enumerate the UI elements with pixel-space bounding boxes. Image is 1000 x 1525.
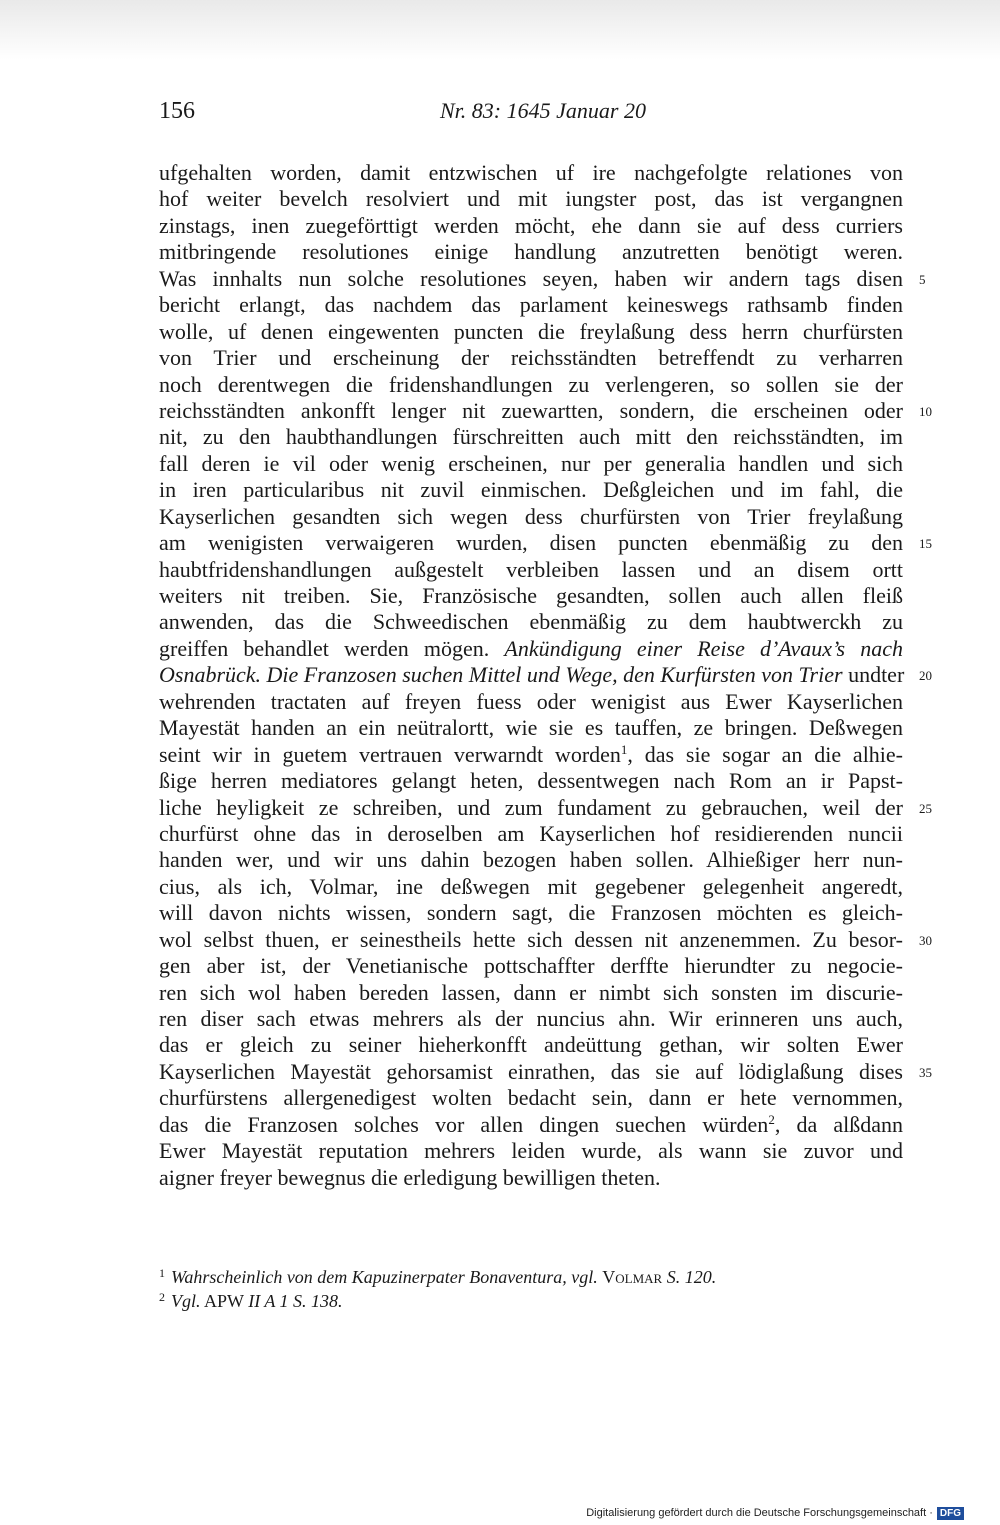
text-line: ufgehalten worden, damit entzwischen uf ire nachgefolgte relationes von [159,160,903,185]
text-line: zinstags, inen zuegeförttigt werden möcht, ehe dann sie auf dess curriers [159,212,903,238]
text-line: gen aber ist, der Venetianische pottschaffter derffte hierundter zu negocie- [159,953,903,979]
text-line: churfürstens allergenedigest wolten bedacht sein, dann er hete vernommen, [159,1085,903,1111]
text-line: haubtfridenshandlungen außgestelt verbleiben lassen und an disem ortt [159,556,903,582]
text-line: bericht erlangt, das nachdem das parlament keineswegs rathsamb finden [159,292,903,318]
text-line: Was innhalts nun solche resolutiones seyen, haben wir andern tags disen 5 [159,266,903,292]
text-line: mitbringende resolutiones einige handlung anzutretten benötigt weren. [159,239,903,265]
text-line: handen wer, und wir uns dahin bezogen haben sollen. Alhießiger herr nun- [159,847,903,873]
text-line: liche heyligkeit ze schreiben, und zum fundament zu gebrauchen, weil der 25 [159,795,903,821]
line-number: 30 [919,932,932,948]
footnote-1: $^1$ Wahrscheinlich von dem Kapuzinerpater Bonaventura, vgl. Volmar S. 120. [159,1266,717,1287]
text-line: in iren particularibus nit zuvil einmischen. Deßgleichen und im fahl, die [159,477,903,503]
text-line: ren diser sach etwas mehrers als der nuncius ahn. Wir erinneren uns auch, [159,1006,903,1031]
text-line: ren sich wol haben bereden lassen, dann er nimbt sich sonsten im discurie- [159,979,903,1005]
line-number: 15 [919,536,932,552]
footnotes [159,1265,903,1313]
line-number: 20 [919,668,932,684]
text-line: Mayestät handen an ein neütralortt, wie sie es tauffen, ze bringen. Deßwegen [159,715,903,741]
text-line: weiters nit treiben. Sie, Französische gesandten, sollen auch allen fleiß [159,583,903,608]
dfg-logo-icon: DFG [937,1507,964,1520]
text-line: fall deren ie vil oder wenig erscheinen, nur per generalia handlen und sich [159,450,903,476]
text-line: das die Franzosen solches vor allen dingen suechen würden$^2$, da alßdann [159,1111,903,1137]
text-line: hof weiter bevelch resolviert und mit iungster post, das ist vergangnen [159,186,903,212]
text-line: noch derentwegen die fridenshandlungen zu verlengeren, so sollen sie der [159,371,903,397]
text-line: will davon nichts wissen, sondern sagt, die Franzosen möchten es gleich- [159,900,903,926]
text-line: wehrenden tractaten auf freyen fuess oder wenigist aus Ewer Kayserlichen [159,688,903,714]
line-number: 35 [919,1064,932,1080]
text-line: Ewer Mayestät reputation mehrers leiden wurde, als wann sie zuvor und [159,1138,903,1164]
text-line: greiffen behandlet werden mögen. Ankündigung einer Reise d’Avaux’s nach [159,635,903,661]
text-line: von Trier und erscheinung der reichsständten betreffendt zu verharren [159,345,903,371]
text-line: reichsständten ankonfft lenger nit zuewartten, sondern, die erscheinen oder 10 [159,398,903,424]
footnote-ref: 1 [620,741,628,757]
page-number: 156 [159,98,195,124]
scan-top-band [0,0,1000,60]
running-head: Nr. 83: 1645 Januar 20 [440,98,646,123]
editorial-summary: Osnabrück. Die Franzosen suchen Mittel und Wege, den Kurfürsten von Trier [159,662,843,688]
digitization-credit: Digitalisierung gefördert durch die Deutsche Forschungsgemeinschaft · DFG [586,1507,964,1520]
text-line: wolle, uf denen eingewenten puncten die freylaßung dess herrn churfürsten [159,318,903,344]
text-line: anwenden, das die Schweedischen ebenmäßig zu dem haubtwerckh zu [159,609,903,635]
text-line: ßige herren mediatores gelangt heten, dessentwegen nach Rom an ir Papst- [159,768,903,794]
footnote-mark: 1 [159,1266,165,1280]
footnote-mark: 2 [159,1290,165,1304]
editorial-summary: Ankündigung einer Reise d’Avaux’s nach [504,635,903,661]
text-line: wol selbst thuen, er seinestheils hette sich dessen nit anzenemmen. Zu besor- 30 [159,927,903,953]
text-line: nit, zu den haubthandlungen fürschreitten auch mitt den reichsständten, im [159,424,903,450]
text-line: aigner freyer bewegnus die erledigung bewilligen theten. [159,1164,661,1190]
text-line: Osnabrück. Die Franzosen suchen Mittel und Wege, den Kurfürsten von Trier undter 20 [159,662,903,688]
text-line: cius, als ich, Volmar, ine deßwegen mit gegebener gelegenheit angeredt, [159,873,903,899]
footnote-ref: 2 [768,1111,775,1127]
text-line: Kayserlichen gesandten sich wegen dess churfürsten von Trier freylaßung [159,503,903,529]
main-text [159,160,932,1191]
text-line: das er gleich zu seiner hieherkonfft andeüttung gethan, wir solten Ewer [159,1032,903,1058]
line-number: 5 [919,271,926,287]
line-number: 10 [919,403,932,419]
line-number: 25 [919,800,932,816]
text-line: churfürst ohne das in deroselben am Kayserlichen hof residierenden nuncii [159,820,903,846]
text-line: seint wir in guetem vertrauen verwarndt worden$^1$, das sie sogar an die alhie- [159,741,904,767]
text-line: am wenigisten verwaigeren wurden, disen puncten ebenmäßig zu den 15 [159,530,903,556]
text-line: Kayserlichen Mayestät gehorsamist einrathen, das sie auf lödiglaßung dises 35 [159,1059,903,1085]
footnote-2: $^2$ Vgl. APW II A 1 S. 138. [159,1290,343,1311]
